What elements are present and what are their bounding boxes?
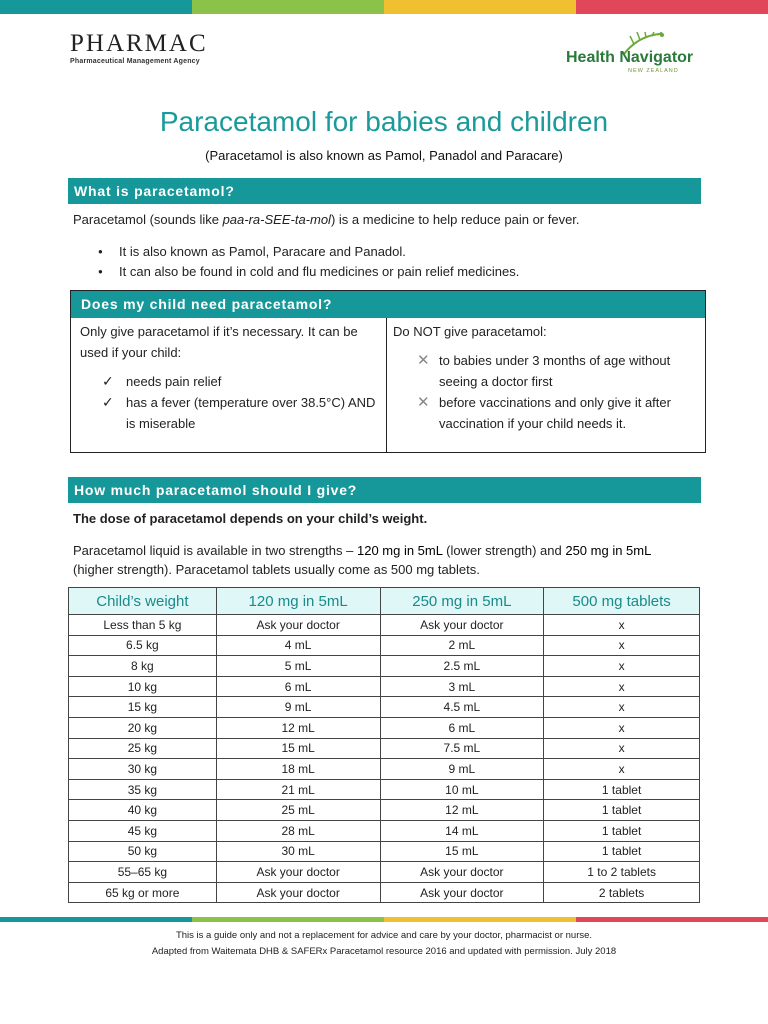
table-cell: 3 mL <box>380 676 544 697</box>
table-row <box>69 800 700 821</box>
table-cell: 10 mL <box>380 779 544 800</box>
footer-credit: Adapted from Waitemata DHB & SAFERx Paracetamol resource 2016 and updated with permission. July 2018 <box>151 946 617 957</box>
table-row <box>69 820 700 841</box>
strength-high: 250 mg in 5mL <box>565 543 652 558</box>
table-cell: 2.5 mL <box>380 656 544 677</box>
table-cell: 50 kg <box>69 841 217 862</box>
table-cell: Ask your doctor <box>380 862 544 883</box>
table-cell: Less than 5 kg <box>69 615 217 636</box>
when-not-intro: Do NOT give paracetamol: <box>393 324 547 339</box>
dose-table <box>68 587 700 903</box>
list-item <box>393 392 698 434</box>
intro-text-end: ) is a medicine to help reduce pain or fever. <box>330 212 580 227</box>
table-cell: x <box>544 759 700 780</box>
table-row <box>69 676 700 697</box>
top-color-bar <box>0 0 768 14</box>
table-cell: 1 to 2 tablets <box>544 862 700 883</box>
table-cell: 28 mL <box>216 820 380 841</box>
table-cell: 55–65 kg <box>69 862 217 883</box>
table-cell: 1 tablet <box>544 779 700 800</box>
table-cell: 12 mL <box>380 800 544 821</box>
table-cell: 18 mL <box>216 759 380 780</box>
table-cell: 14 mL <box>380 820 544 841</box>
table-cell: 35 kg <box>69 779 217 800</box>
table-cell: 30 kg <box>69 759 217 780</box>
item-text: before vaccinations and only give it after vaccination if your child needs it. <box>439 395 671 431</box>
pharmac-name: PHARMAC <box>70 30 208 57</box>
page-title: Paracetamol for babies and children <box>159 106 609 137</box>
table-cell: 15 kg <box>69 697 217 718</box>
pharmac-logo <box>70 32 208 65</box>
cross-icon: ✕ <box>417 352 430 369</box>
footer-color-bar <box>0 917 768 922</box>
section-heading-what: What is paracetamol? <box>68 178 701 204</box>
table-cell: 45 kg <box>69 820 217 841</box>
table-cell: 4.5 mL <box>380 697 544 718</box>
table-cell: 9 mL <box>216 697 380 718</box>
table-cell: 2 mL <box>380 635 544 656</box>
table-cell: x <box>544 738 700 759</box>
table-cell: 40 kg <box>69 800 217 821</box>
info-bullet-list <box>98 242 519 282</box>
table-row <box>69 862 700 883</box>
table-cell: 6 mL <box>216 676 380 697</box>
table-cell: 7.5 mL <box>380 738 544 759</box>
column-divider <box>386 318 387 452</box>
pronunciation: paa-ra-SEE-ta-mol <box>222 212 331 227</box>
table-cell: x <box>544 615 700 636</box>
table-row <box>69 841 700 862</box>
need-paracetamol-box <box>70 290 706 453</box>
table-cell: 15 mL <box>380 841 544 862</box>
table-row <box>69 697 700 718</box>
item-text: to babies under 3 months of age without seeing a doctor first <box>439 353 671 389</box>
table-cell: 65 kg or more <box>69 882 217 903</box>
table-cell: 15 mL <box>216 738 380 759</box>
table-row <box>69 759 700 780</box>
table-cell: x <box>544 717 700 738</box>
list-item: ● It can also be found in cold and flu medicines or pain relief medicines. <box>98 262 519 282</box>
table-cell: 6.5 kg <box>69 635 217 656</box>
when-not-to-give-column <box>393 321 698 434</box>
table-header: 250 mg in 5mL <box>380 588 544 615</box>
cross-icon: ✕ <box>417 394 430 411</box>
table-header: Child’s weight <box>69 588 217 615</box>
intro-text-start: Paracetamol (sounds like <box>73 212 223 227</box>
table-row <box>69 615 700 636</box>
table-cell: Ask your doctor <box>216 615 380 636</box>
when-intro: Only give paracetamol if it’s necessary. It can be used if your child: <box>80 324 358 360</box>
table-cell: 25 mL <box>216 800 380 821</box>
table-cell: 25 kg <box>69 738 217 759</box>
table-cell: 6 mL <box>380 717 544 738</box>
strengths-text: Paracetamol liquid is available in two strengths – <box>73 543 357 558</box>
pharmac-subtitle: Pharmaceutical Management Agency <box>70 58 200 65</box>
table-cell: Ask your doctor <box>380 615 544 636</box>
table-header: 500 mg tablets <box>544 588 700 615</box>
table-cell: x <box>544 635 700 656</box>
table-cell: 9 mL <box>380 759 544 780</box>
table-cell: 12 mL <box>216 717 380 738</box>
table-cell: Ask your doctor <box>380 882 544 903</box>
table-cell: x <box>544 656 700 677</box>
intro-paragraph <box>73 212 580 227</box>
list-item: ● It is also known as Pamol, Paracare and Panadol. <box>98 242 519 262</box>
dose-note: The dose of paracetamol depends on your child’s weight. <box>73 511 428 526</box>
table-header: 120 mg in 5mL <box>216 588 380 615</box>
health-navigator-region: NEW ZEALAND <box>628 68 679 74</box>
when-to-give-column <box>80 321 380 434</box>
page-subtitle: (Paracetamol is also known as Pamol, Panadol and Paracare) <box>205 148 563 163</box>
health-navigator-name: Health Navigator <box>566 49 694 66</box>
item-text: needs pain relief <box>126 374 222 389</box>
table-cell: x <box>544 676 700 697</box>
footer-disclaimer: This is a guide only and not a replacement for advice and care by your doctor, pharmacist or nurse. <box>175 930 593 941</box>
table-cell: 10 kg <box>69 676 217 697</box>
check-icon: ✓ <box>102 394 114 410</box>
table-cell: 21 mL <box>216 779 380 800</box>
table-cell: 2 tablets <box>544 882 700 903</box>
table-cell: 1 tablet <box>544 800 700 821</box>
table-cell: Ask your doctor <box>216 862 380 883</box>
table-row <box>69 656 700 677</box>
table-row <box>69 635 700 656</box>
list-item <box>393 350 698 392</box>
list-item <box>80 371 380 392</box>
strength-low: 120 mg in 5mL <box>356 543 443 558</box>
table-cell: 4 mL <box>216 635 380 656</box>
section-heading-dose: How much paracetamol should I give? <box>68 477 701 503</box>
table-cell: Ask your doctor <box>216 882 380 903</box>
table-row <box>69 779 700 800</box>
table-cell: x <box>544 697 700 718</box>
table-cell: 1 tablet <box>544 841 700 862</box>
strengths-text: (lower strength) and <box>442 543 566 558</box>
list-item <box>80 392 380 434</box>
section-heading-need: Does my child need paracetamol? <box>71 291 705 318</box>
table-row <box>69 882 700 903</box>
table-row <box>69 738 700 759</box>
table-cell: 30 mL <box>216 841 380 862</box>
item-text: has a fever (temperature over 38.5°C) AND is miserable <box>126 395 376 431</box>
health-navigator-logo <box>566 32 706 78</box>
check-icon: ✓ <box>102 373 114 389</box>
table-row <box>69 717 700 738</box>
strengths-paragraph <box>73 541 703 579</box>
table-cell: 20 kg <box>69 717 217 738</box>
strengths-text: (higher strength). Paracetamol tablets usually come as 500 mg tablets. <box>73 562 480 577</box>
table-cell: 5 mL <box>216 656 380 677</box>
table-cell: 8 kg <box>69 656 217 677</box>
table-cell: 1 tablet <box>544 820 700 841</box>
